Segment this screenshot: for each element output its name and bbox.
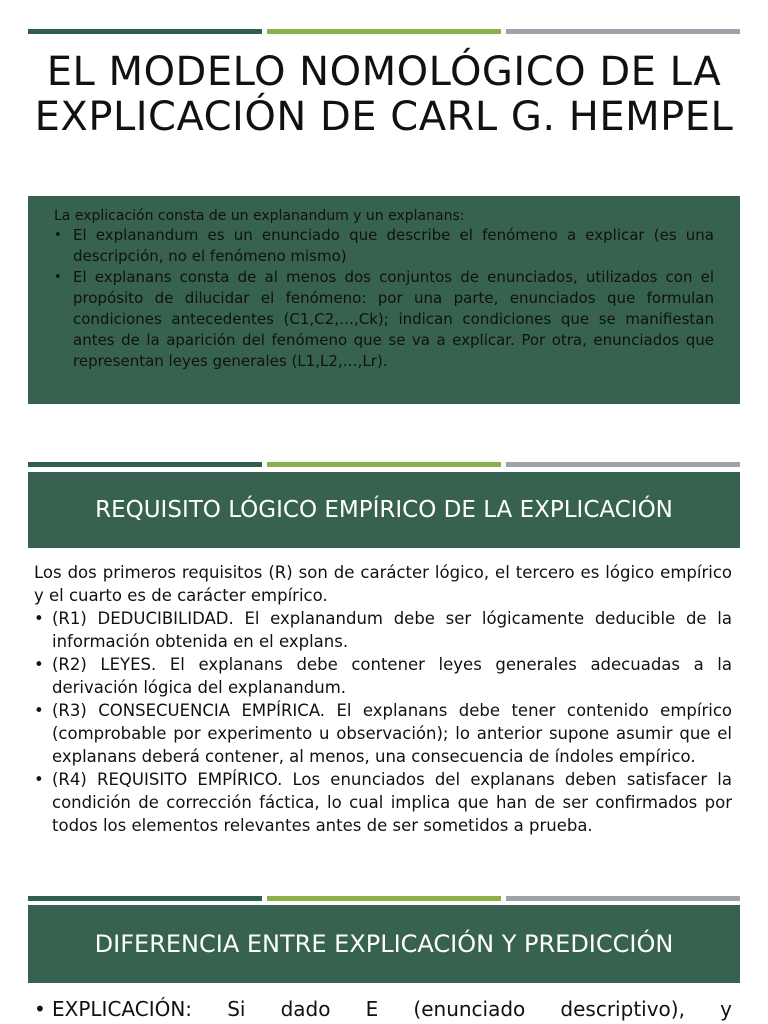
bullet-icon: •	[34, 701, 44, 720]
decorative-bar-slide3	[28, 896, 740, 901]
bullet-icon: •	[54, 228, 62, 243]
requisitos-list	[34, 607, 732, 837]
slide-title: EL MODELO NOMOLÓGICO DE LA EXPLICACIÓN DE CARL G. HEMPEL	[34, 49, 734, 140]
bar-segment-gray	[506, 29, 740, 34]
word: (enunciado	[413, 997, 526, 1021]
bar-segment-light-green	[267, 896, 501, 901]
word: y	[720, 997, 732, 1021]
list-item-text: El explanans consta de al menos dos conjuntos de enunciados, utilizados con el propósito de dilucidar el fenómeno: por una parte, enunciados que formulan condiciones antecedentes (C1,C2,…,Ck); indican condiciones que se manifiestan antes de la aparición del fenómeno que se va a explicar. Por otra, enunciados que representan leyes generales (L1,L2,…,Lr).	[73, 268, 714, 370]
bullet-icon: •	[34, 770, 44, 789]
list-item	[34, 699, 732, 768]
bullet-icon: •	[34, 609, 44, 628]
section-header-diferencia	[28, 905, 740, 983]
section-title: REQUISITO LÓGICO EMPÍRICO DE LA EXPLICACIÓN	[95, 496, 673, 523]
list-item	[34, 607, 732, 653]
bullet-icon: •	[34, 655, 44, 674]
bullet-icon: •	[54, 270, 62, 285]
word: E	[365, 997, 379, 1021]
list-item-text: El explanandum es un enunciado que describe el fenómeno a explicar (es una descripción, no el fenómeno mismo)	[73, 226, 714, 265]
explanation-content-box	[28, 196, 740, 404]
bar-segment-light-green	[267, 29, 501, 34]
explanation-intro: La explicación consta de un explanandum y un explanans:	[54, 208, 465, 224]
list-item	[54, 225, 714, 267]
bar-segment-dark-green	[28, 896, 262, 901]
explicacion-line	[52, 996, 732, 1022]
list-item	[34, 768, 732, 837]
list-item-text: (R1) DEDUCIBILIDAD. El explanandum debe ser lógicamente deducible de la información obtenida en el explans.	[52, 609, 732, 651]
bar-segment-gray	[506, 896, 740, 901]
list-item-text: (R4) REQUISITO EMPÍRICO. Los enunciados del explanans deben satisfacer la condición de corrección fáctica, lo cual implica que han de ser confirmados por todos los elementos relevantes antes de ser sometidos a prueba.	[52, 770, 732, 835]
section-title: DIFERENCIA ENTRE EXPLICACIÓN Y PREDICCIÓN	[94, 929, 674, 958]
bar-segment-gray	[506, 462, 740, 467]
word: EXPLICACIÓN:	[52, 997, 193, 1021]
requisitos-content	[34, 561, 732, 861]
word: dado	[280, 997, 331, 1021]
bullet-icon: •	[34, 997, 46, 1021]
bar-segment-dark-green	[28, 29, 262, 34]
bar-segment-dark-green	[28, 462, 262, 467]
list-item	[34, 653, 732, 699]
decorative-bar-top	[28, 29, 740, 34]
list-item-text: (R2) LEYES. El explanans debe contener leyes generales adecuadas a la derivación lógica del explanandum.	[52, 655, 732, 697]
requisitos-intro: Los dos primeros requisitos (R) son de carácter lógico, el tercero es lógico empírico y el cuarto es de carácter empírico.	[34, 563, 732, 605]
list-item-text: (R3) CONSECUENCIA EMPÍRICA. El explanans debe tener contenido empírico (comprobable por experimento u observación); lo anterior supone asumir que el explanans deberá contener, al menos, una consecuencia de índoles empírico.	[52, 701, 732, 766]
word: descriptivo),	[560, 997, 685, 1021]
explanation-list	[54, 225, 714, 372]
diferencia-content	[34, 996, 732, 1024]
word: Si	[227, 997, 246, 1021]
bar-segment-light-green	[267, 462, 501, 467]
list-item	[54, 267, 714, 372]
decorative-bar-slide2	[28, 462, 740, 467]
section-header-requisito	[28, 472, 740, 548]
